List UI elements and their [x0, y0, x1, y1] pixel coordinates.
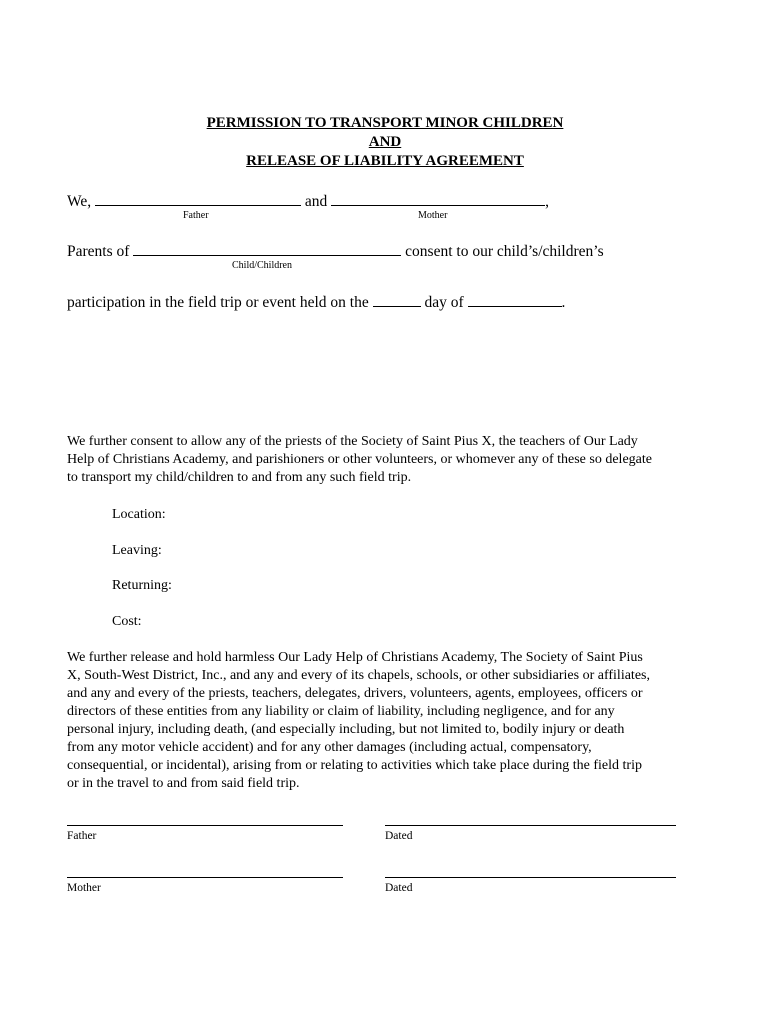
- mother-name-blank[interactable]: [331, 191, 545, 206]
- mother-date-label: Dated: [385, 882, 413, 894]
- document-title-line-2: AND: [368, 134, 402, 150]
- document-title-line-3: RELEASE OF LIABILITY AGREEMENT: [246, 153, 524, 169]
- mother-signature-label: Mother: [67, 882, 101, 894]
- children-prefix: Parents of: [67, 243, 130, 260]
- location-label: Location:: [112, 507, 166, 522]
- father-signature-line[interactable]: [67, 825, 343, 826]
- date-line: [67, 292, 565, 313]
- mother-caption: Mother: [418, 210, 448, 221]
- release-line: from any motor vehicle accident) and for any other damages (including actual, compensatory,: [67, 740, 592, 755]
- document-title-line-1: PERMISSION TO TRANSPORT MINOR CHILDREN: [206, 115, 564, 131]
- release-line: X, South-West District, Inc., and any and every of its chapels, schools, or other subsidiaries or affiliates,: [67, 668, 650, 683]
- consent-line: Help of Christians Academy, and parishioners or other volunteers, or whomever any of these so delegate: [67, 452, 652, 467]
- mother-date-line[interactable]: [385, 877, 676, 878]
- parents-suffix: ,: [545, 193, 550, 210]
- father-date-label: Dated: [385, 830, 413, 842]
- father-signature-label: Father: [67, 830, 97, 842]
- child-caption: Child/Children: [232, 260, 292, 271]
- mother-signature-line[interactable]: [67, 877, 343, 878]
- father-caption: Father: [183, 210, 209, 221]
- release-line: and any and every of the priests, teachers, delegates, drivers, volunteers, agents, employees, officers or: [67, 686, 643, 701]
- release-line: We further release and hold harmless Our Lady Help of Christians Academy, The Society of Saint Pius: [67, 650, 643, 665]
- returning-label: Returning:: [112, 578, 172, 593]
- child-name-blank[interactable]: [133, 241, 401, 256]
- cost-label: Cost:: [112, 614, 142, 629]
- month-blank[interactable]: [468, 292, 562, 307]
- day-blank[interactable]: [373, 292, 421, 307]
- children-line: [67, 241, 604, 262]
- parents-connector: and: [304, 193, 328, 210]
- children-suffix: consent to our child’s/children’s: [405, 243, 604, 260]
- leaving-label: Leaving:: [112, 543, 162, 558]
- consent-line: to transport my child/children to and from any such field trip.: [67, 470, 412, 485]
- father-name-blank[interactable]: [95, 191, 301, 206]
- consent-line: We further consent to allow any of the priests of the Society of Saint Pius X, the teachers of Our Lady: [67, 434, 638, 449]
- release-line: directors of these entities from any liability or claim of liability, including negligence, and for any: [67, 704, 615, 719]
- release-line: personal injury, including death, (and especially including, but not limited to, bodily injury or death: [67, 722, 625, 737]
- release-line: or in the travel to and from said field trip.: [67, 776, 300, 791]
- date-prefix: participation in the field trip or event held on the: [67, 294, 369, 311]
- date-suffix: .: [561, 294, 566, 311]
- release-paragraph: [67, 649, 712, 793]
- parents-prefix: We,: [67, 193, 92, 210]
- parents-line: [67, 191, 549, 212]
- date-middle: day of: [424, 294, 464, 311]
- father-date-line[interactable]: [385, 825, 676, 826]
- consent-paragraph: [67, 433, 712, 487]
- release-line: consequential, or incidental), arising from or relating to activities which take place during the field trip: [67, 758, 642, 773]
